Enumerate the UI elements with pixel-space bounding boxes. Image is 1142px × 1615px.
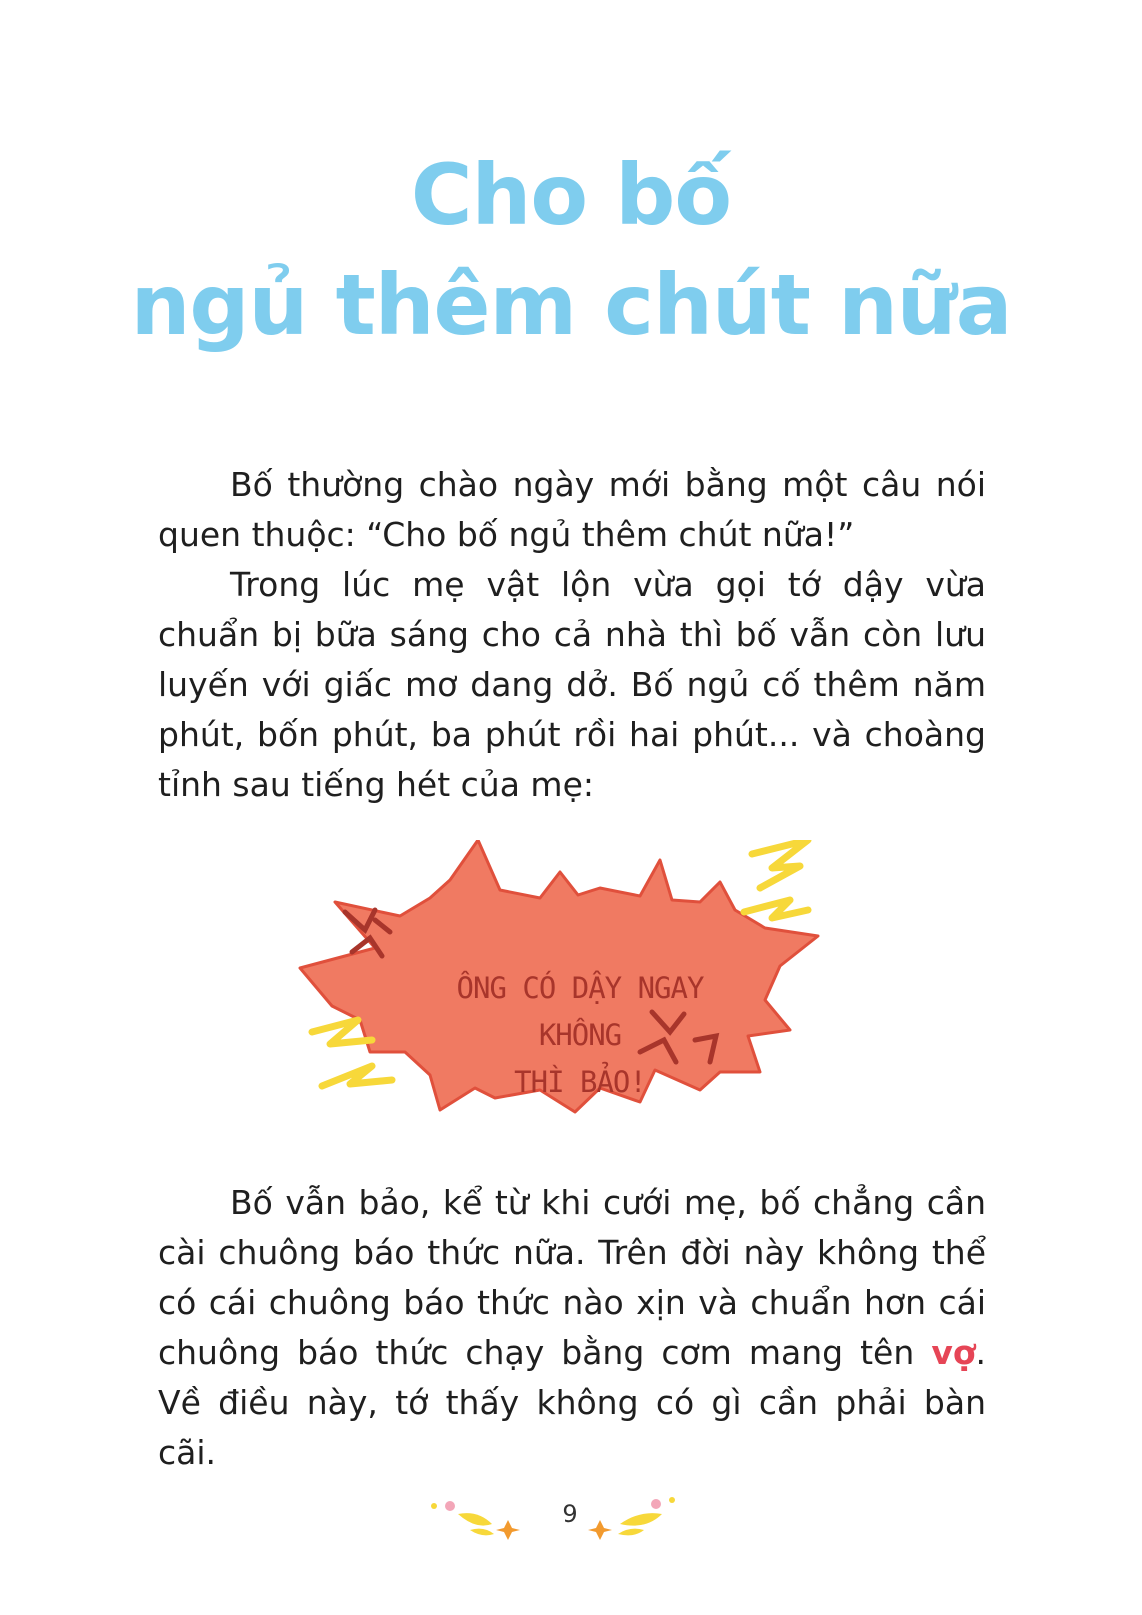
paragraph-1-sentence-1: Bố thường chào ngày mới bằng một câu nói quen thuộc: “Cho bố ngủ thêm chút nữa!” bbox=[158, 465, 986, 554]
burst-text-line-1: ÔNG CÓ DẬY NGAY KHÔNG bbox=[456, 971, 704, 1052]
paragraph-1 bbox=[158, 460, 986, 810]
page-title bbox=[0, 140, 1142, 360]
paragraph-2 bbox=[158, 1178, 986, 1478]
paragraph-2-text-after: . Về điều này, tớ thấy không có gì cần phải bàn cãi. bbox=[158, 1333, 986, 1472]
accent-word: vợ bbox=[931, 1333, 976, 1372]
paragraph-2-text-before: Bố vẫn bảo, kể từ khi cưới mẹ, bố chẳng cần cài chuông báo thức nữa. Trên đời này không thể có cái chuông báo thức nào xịn và chuẩn hơn cái chuông báo thức chạy bằng cơm mang tên bbox=[158, 1183, 986, 1372]
burst-text bbox=[410, 965, 750, 1106]
burst-text-line-2: THÌ BẢO! bbox=[514, 1065, 646, 1099]
lightning-icon bbox=[744, 840, 808, 918]
title-line-2: ngủ thêm chút nữa bbox=[130, 256, 1012, 354]
page-footer bbox=[0, 1490, 1142, 1550]
page-number: 9 bbox=[562, 1500, 578, 1528]
left-ornament-icon bbox=[431, 1501, 520, 1540]
speech-burst bbox=[0, 840, 1142, 1140]
title-line-1: Cho bố bbox=[410, 146, 732, 244]
right-ornament-icon bbox=[588, 1497, 675, 1540]
paragraph-1-sentence-2: Trong lúc mẹ vật lộn vừa gọi tớ dậy vừa chuẩn bị bữa sáng cho cả nhà thì bố vẫn còn lưu luyến với giấc mơ dang dở. Bố ngủ cố thêm năm phút, bốn phút, ba phút rồi hai phút... và choàng tỉnh sau tiếng hét của mẹ: bbox=[158, 565, 986, 804]
paragraph-2-text bbox=[158, 1178, 986, 1478]
